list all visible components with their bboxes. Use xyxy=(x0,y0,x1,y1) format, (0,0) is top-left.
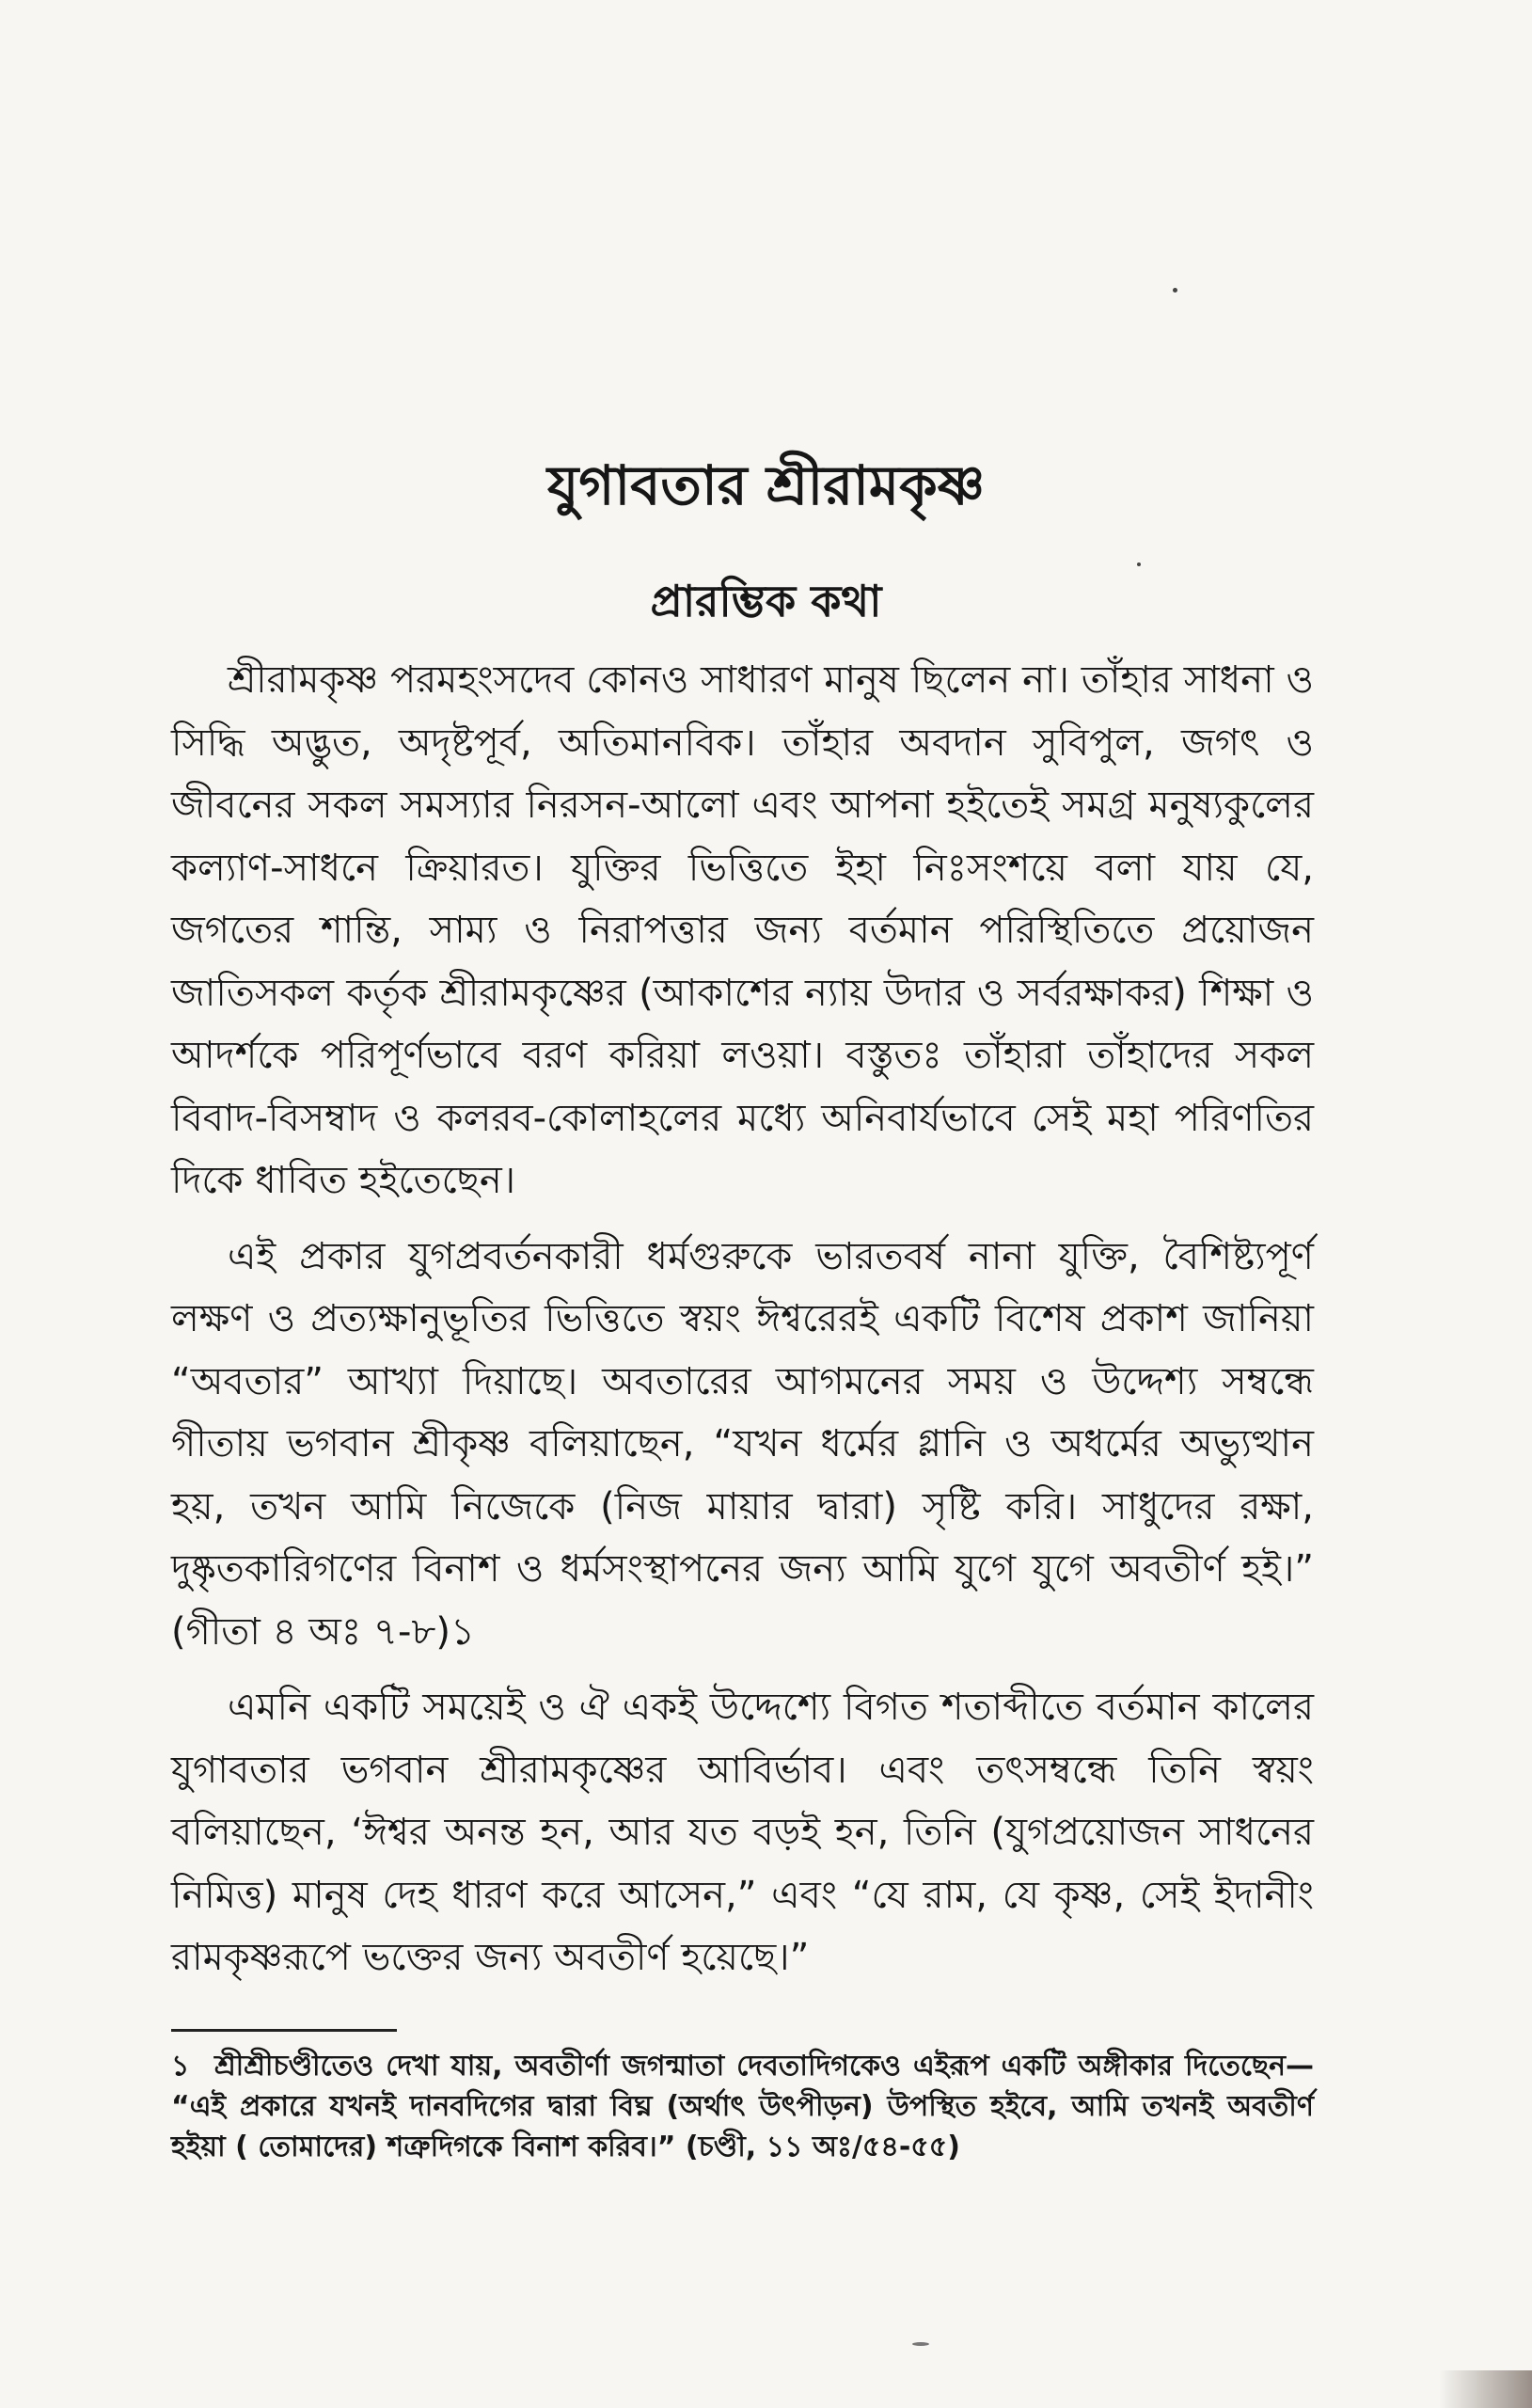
body-text xyxy=(171,649,1314,2003)
footnote-number: ১ xyxy=(171,2050,190,2083)
section-heading: প্রারম্ভিক কথা xyxy=(650,576,882,626)
footnote xyxy=(171,2046,1314,2167)
page-edge-shadow xyxy=(1439,2370,1532,2408)
footnote-text: শ্রীশ্রীচণ্ডীতেও দেখা যায়, অবতীর্ণা জগন্মাতা দেবতাদিগকেও এইরূপ একটি অঙ্গীকার দিতেছেন— “এই প্রকারে যখনই দানবদিগের দ্বারা বিঘ্ন (অর্থাৎ উৎপীড়ন) উপস্থিত হইবে, আমি তখনই অবতীর্ণ হইয়া ( তোমাদের) শত্রুদিগকে বিনাশ করিব।” (চণ্ডী, ১১ অঃ/৫৪-৫৫) xyxy=(171,2050,1314,2163)
footnote-divider xyxy=(171,2029,397,2032)
print-speck xyxy=(1173,288,1177,293)
print-speck xyxy=(912,2342,929,2346)
page-title: যুগাবতার শ্রীরামকৃষ্ণ xyxy=(546,453,986,517)
paragraph-3: এমনি একটি সময়েই ও ঐ একই উদ্দেশ্যে বিগত শতাব্দীতে বর্তমান কালের যুগাবতার ভগবান শ্রীরামকৃষ্ণের আবির্ভাব। এবং তৎসম্বন্ধে তিনি স্বয়ং বলিয়াছেন, ‘ঈশ্বর অনন্ত হন, আর যত বড়ই হন, তিনি (যুগপ্রয়োজন সাধনের নিমিত্ত) মানুষ দেহ ধারণ করে আসেন,” এবং “যে রাম, যে কৃষ্ণ, সেই ইদানীং রামকৃষ্ণরূপে ভক্তের জন্য অবতীর্ণ হয়েছে।” xyxy=(171,1686,1314,1979)
paragraph-1: শ্রীরামকৃষ্ণ পরমহংসদেব কোনও সাধারণ মানুষ ছিলেন না। তাঁহার সাধনা ও সিদ্ধি অদ্ভুত, অদৃষ্টপূর্ব, অতিমানবিক। তাঁহার অবদান সুবিপুল, জগৎ ও জীবনের সকল সমস্যার নিরসন-আলো এবং আপনা হইতেই সমগ্র মনুষ্যকুলের কল্যাণ-সাধনে ক্রিয়ারত। যুক্তির ভিত্তিতে ইহা নিঃসংশয়ে বলা যায় যে, জগতের শান্তি, সাম্য ও নিরাপত্তার জন্য বর্তমান পরিস্থিতিতে প্রয়োজন জাতিসকল কর্তৃক শ্রীরামকৃষ্ণের (আকাশের ন্যায় উদার ও সর্বরক্ষাকর) শিক্ষা ও আদর্শকে পরিপূর্ণভাবে বরণ করিয়া লওয়া। বস্তুতঃ তাঁহারা তাঁহাদের সকল বিবাদ-বিসম্বাদ ও কলরব-কোলাহলের মধ্যে অনিবার্যভাবে সেই মহা পরিণতির দিকে ধাবিত হইতেছেন। xyxy=(171,658,1314,1202)
paragraph-2: এই প্রকার যুগপ্রবর্তনকারী ধর্মগুরুকে ভারতবর্ষ নানা যুক্তি, বৈশিষ্ট্যপূর্ণ লক্ষণ ও প্রত্যক্ষানুভূতির ভিত্তিতে স্বয়ং ঈশ্বরেরই একটি বিশেষ প্রকাশ জানিয়া “অবতার” আখ্যা দিয়াছে। অবতারের আগমনের সময় ও উদ্দেশ্য সম্বন্ধে গীতায় ভগবান শ্রীকৃষ্ণ বলিয়াছেন, “যখন ধর্মের গ্লানি ও অধর্মের অভ্যুত্থান হয়, তখন আমি নিজেকে (নিজ মায়ার দ্বারা) সৃষ্টি করি। সাধুদের রক্ষা, দুষ্কৃতকারিগণের বিনাশ ও ধর্মসংস্থাপনের জন্য আমি যুগে যুগে অবতীর্ণ হই।” (গীতা ৪ অঃ ৭-৮)১ xyxy=(171,1234,1314,1654)
print-speck xyxy=(1137,562,1141,566)
